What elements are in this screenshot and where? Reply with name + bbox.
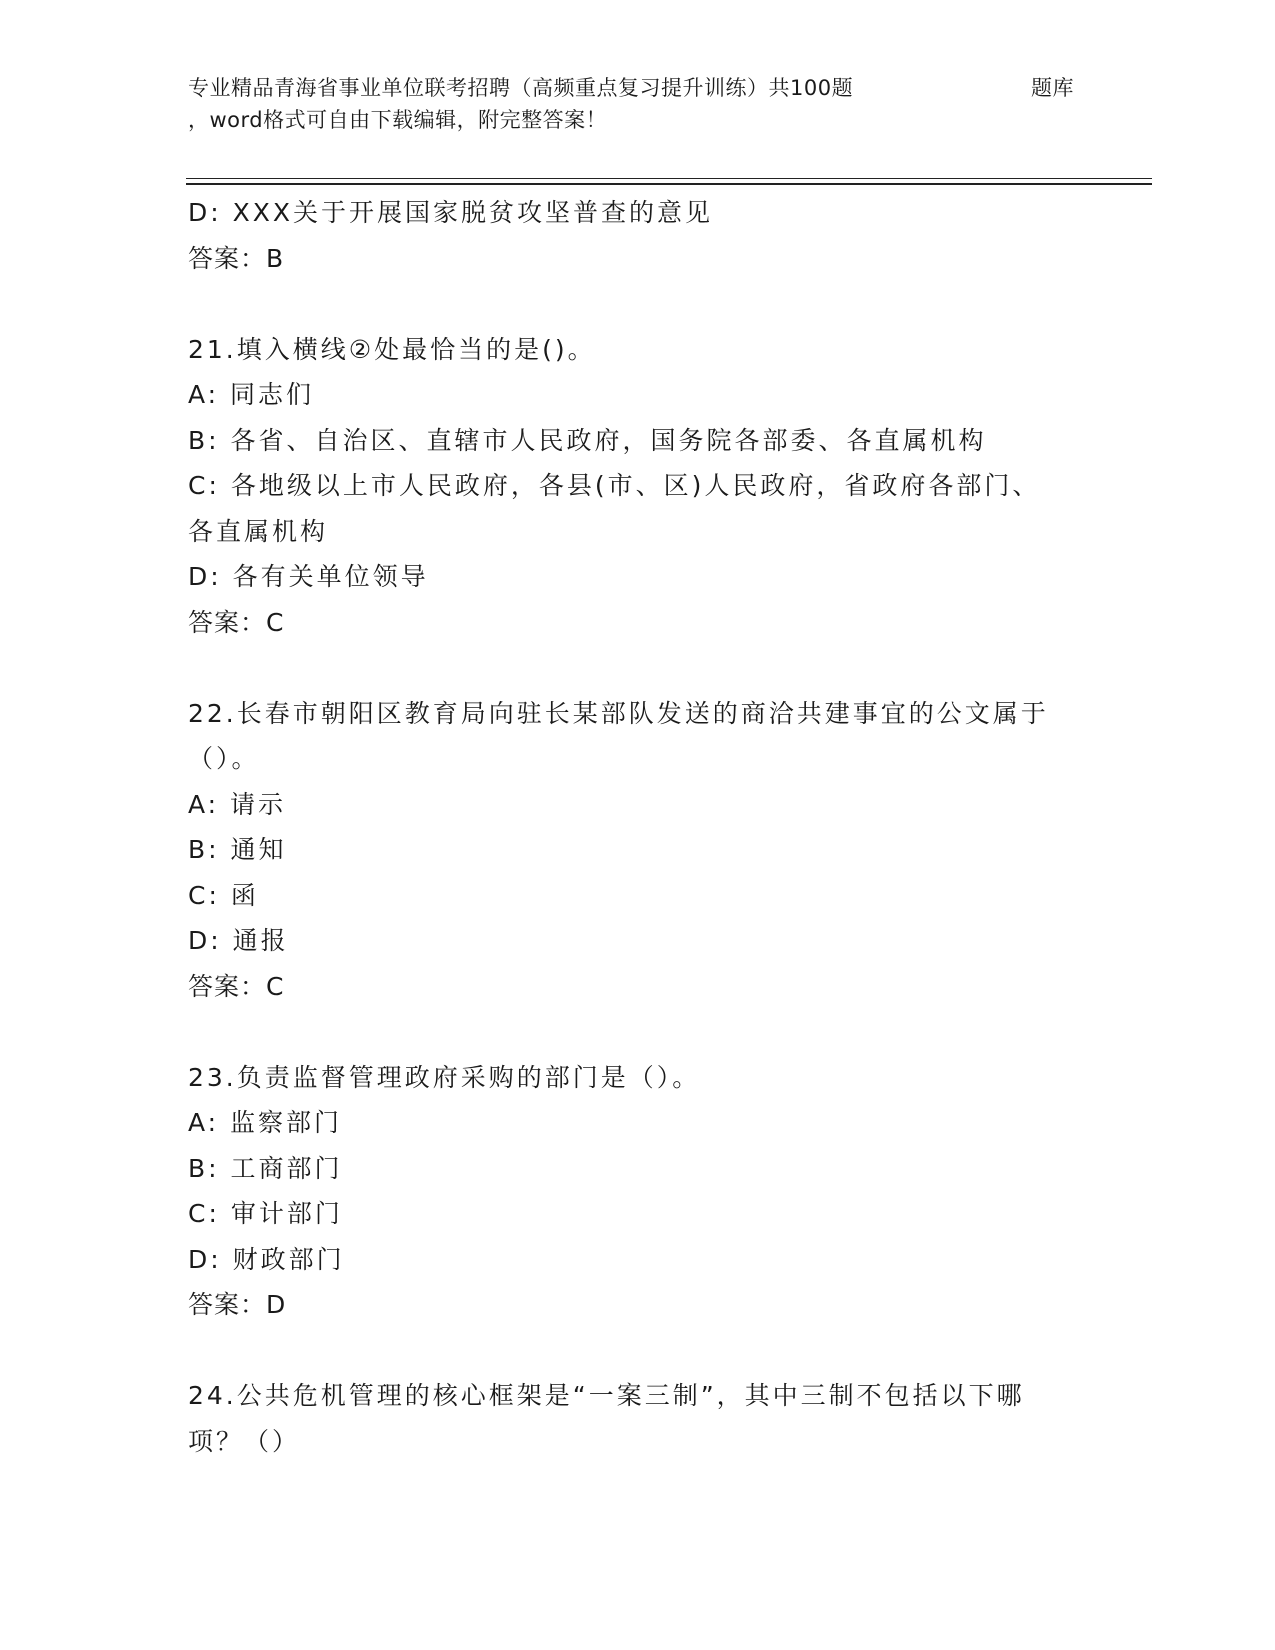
question-list [188, 190, 1088, 1464]
option-d: D: 各有关单位领导 [188, 562, 429, 591]
question-stem: 21.填入横线②处最恰当的是()。 [188, 334, 596, 364]
option-c: C: 函 [188, 880, 259, 910]
header-rule-thick [186, 183, 1152, 185]
question-stem-continued: （）。 [188, 744, 260, 773]
header-rule-thin [186, 178, 1152, 179]
option-b: B: 工商部门 [188, 1153, 343, 1183]
option-d: D: XXX关于开展国家脱贫攻坚普查的意见 [188, 198, 714, 227]
block-spacer [188, 281, 1088, 327]
block-spacer [188, 645, 1088, 691]
question-stem: 22.长春市朝阳区教育局向驻长某部队发送的商洽共建事宜的公文属于 [188, 698, 1049, 728]
question-block-22 [188, 691, 1088, 1010]
block-spacer [188, 1009, 1088, 1055]
question-block-21 [188, 327, 1088, 646]
option-a: A: 请示 [188, 789, 287, 819]
question-stem: 24.公共危机管理的核心框架是“一案三制”，其中三制不包括以下哪 [188, 1381, 1025, 1410]
option-b: B: 通知 [188, 835, 287, 864]
header-line-2: ，word格式可自由下载编辑，附完整答案！ [188, 108, 608, 132]
answer-line: 答案：C [188, 971, 285, 1001]
block-spacer [188, 1328, 1088, 1374]
option-d: D: 通报 [188, 926, 289, 955]
question-stem-continued: 项？（） [188, 1426, 301, 1456]
answer-line: 答案：D [188, 1290, 287, 1319]
option-c: C: 各地级以上市人民政府，各县(市、区)人民政府，省政府各部门、 [188, 471, 1041, 500]
header-line-1 [188, 72, 1088, 104]
option-a: A: 同志们 [188, 380, 315, 409]
header-title: 专业精品青海省事业单位联考招聘（高频重点复习提升训练）共100题 [188, 76, 854, 100]
option-a: A: 监察部门 [188, 1108, 343, 1137]
option-c-continued: 各直属机构 [188, 516, 329, 546]
header-tag: 题库 [1031, 76, 1074, 100]
question-stem: 23.负责监督管理政府采购的部门是（）。 [188, 1062, 701, 1092]
option-c: C: 审计部门 [188, 1199, 343, 1228]
answer-line: 答案：C [188, 607, 285, 637]
question-block-23 [188, 1055, 1088, 1328]
question-block-24 [188, 1373, 1088, 1464]
answer-line: 答案：B [188, 243, 285, 273]
option-d: D: 财政部门 [188, 1244, 345, 1274]
option-b: B: 各省、自治区、直辖市人民政府，国务院各部委、各直属机构 [188, 425, 987, 455]
question-block-20-tail [188, 190, 1088, 281]
page-header [188, 72, 1088, 136]
